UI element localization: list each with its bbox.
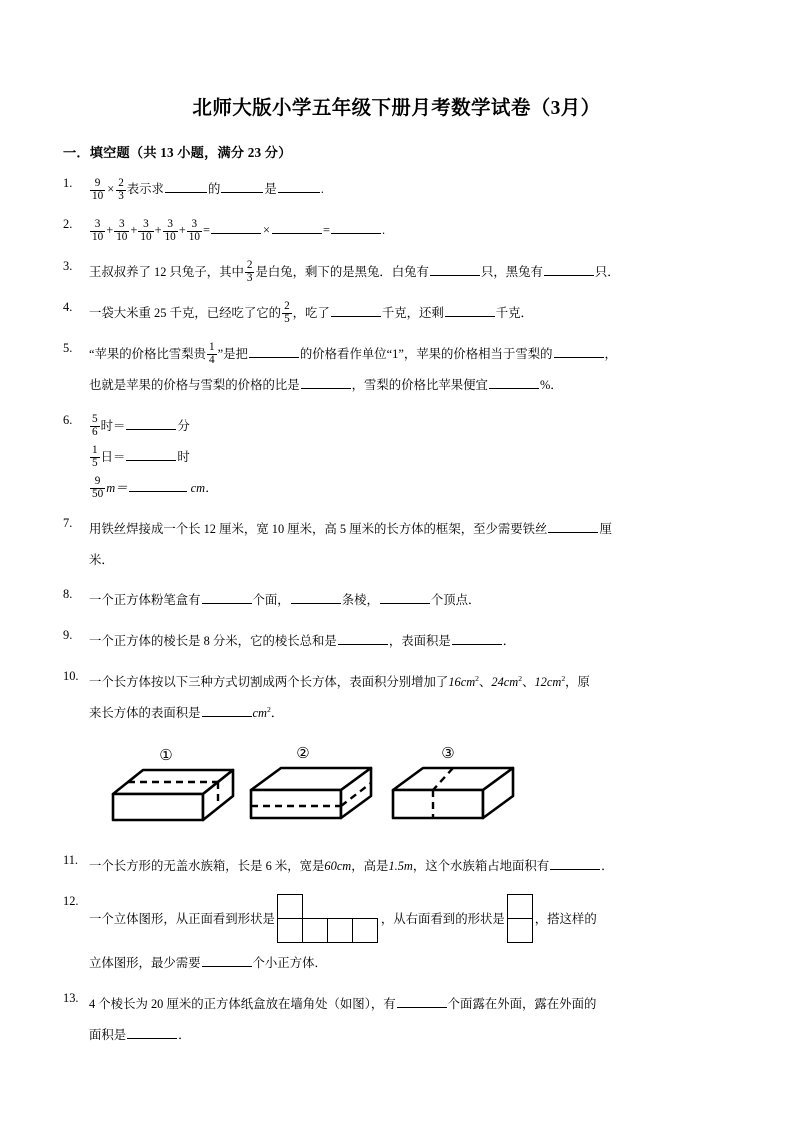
text-segment: ，雪梨的价格比苹果便宜 [351,377,488,392]
text-segment: ，原 [565,675,590,690]
question-4 [0,301,793,326]
answer-blank[interactable] [331,304,381,316]
question-text [89,629,765,654]
question-text-line2 [89,548,765,573]
answer-blank[interactable] [452,633,502,645]
text-segment: “苹果的价格比雪梨贵 [89,346,207,361]
text-segment: 个顶点． [430,593,481,608]
fraction-5-6: $\frac{5}{6}$ [92,413,98,438]
answer-blank[interactable] [221,181,263,193]
question-number: 2. [63,217,73,232]
text-segment: 一袋大米重 25 千克，已经吃了它的 [89,305,282,320]
text-segment: 表示求 [126,182,164,197]
cuboid-figure-group [103,736,765,838]
text-segment: 4 个棱长为 20 厘米的正方体纸盒放在墙角处（如图），有 [89,996,396,1011]
answer-blank[interactable] [202,704,252,716]
fraction-3-10: $\frac{3}{10}$ [188,218,200,243]
grid-cell [352,918,378,943]
multiply-sign: × [262,223,270,238]
text-segment: 王叔叔养了 12 只兔子，其中 [89,264,244,279]
text-segment: 个面露在外面，露在外面的 [447,996,597,1011]
answer-blank[interactable] [202,955,252,967]
question-text-line2 [89,445,765,470]
answer-blank[interactable] [380,592,430,604]
cuboid-diagrams-svg [103,736,603,836]
question-2 [0,218,793,243]
text-segment: 一个立体图形，从正面看到形状是 [89,911,275,926]
plus-sign: + [154,223,162,238]
superscript: 2 [561,673,566,683]
fraction-3-10: $\frac{3}{10}$ [164,218,176,243]
text-segment: 个小正方体． [252,955,327,970]
answer-blank[interactable] [430,263,480,275]
cuboid-label-2: ② [296,745,310,762]
value-12cm2: 12cm [534,675,562,690]
fraction-2-3: $\frac{2}{3}$ [246,259,253,284]
fraction-2-3: $\frac{2}{3}$ [118,177,124,202]
text-segment: ． [178,1027,191,1042]
answer-blank[interactable] [278,181,320,193]
answer-blank[interactable] [272,222,322,234]
text-segment: ，这个水族箱占地面积有 [412,859,550,874]
question-3 [0,260,793,285]
fraction-9-50: $\frac{9}{50}$ [92,475,104,500]
fraction-3-10: $\frac{3}{10}$ [140,218,152,243]
answer-blank[interactable] [129,479,187,491]
text-segment: 的价格看作单位“1”，苹果的价格相当于雪梨的 [299,346,553,361]
answer-blank[interactable] [202,592,252,604]
cuboid-label-1: ① [159,747,173,764]
answer-blank[interactable] [544,263,594,275]
cuboid-2 [251,768,371,818]
section-heading: 一．填空题（共 13 小题，满分 23 分） [63,145,292,161]
question-13 [0,992,793,1048]
answer-blank[interactable] [301,376,351,388]
answer-blank[interactable] [548,520,598,532]
question-5 [0,342,793,398]
text-segment: 条棱， [341,593,379,608]
text-segment: ，高是 [351,859,389,874]
text-segment: ，表面积是 [388,634,451,649]
answer-blank[interactable] [165,181,207,193]
text-segment: ． [502,634,516,649]
grid-cell [302,918,328,943]
text-segment: 厘 [599,521,612,536]
question-text [89,854,765,879]
answer-blank[interactable] [489,376,539,388]
text-segment: 只． [594,264,620,279]
question-6 [0,414,793,501]
text-segment: 用铁丝焊接成一个长 12 厘米，宽 10 厘米，高 5 厘米的长方体的框架，至少需要铁丝 [89,521,548,536]
question-number: 5. [63,340,73,355]
text-segment: ，从右面看到的形状是 [380,911,505,926]
grid-cell [277,918,303,943]
question-number: 1. [63,176,73,191]
superscript: 2 [475,673,480,683]
text-segment: 一个长方体按以下三种方式切割成两个长方体，表面积分别增加了 [89,675,449,690]
superscript: 2 [518,673,523,683]
question-11 [0,854,793,879]
cuboid-label-3: ③ [441,745,455,762]
text-segment: %． [539,377,563,392]
separator: 、 [479,675,492,690]
multiply-sign: × [107,182,115,197]
question-text [89,670,765,695]
text-segment: 分 [177,418,190,433]
answer-blank[interactable] [291,592,341,604]
text-segment: cm． [190,480,218,495]
text-segment: 面积是 [89,1027,127,1042]
plus-sign: + [178,223,186,238]
text-segment: . [381,223,386,238]
text-segment: 来长方体的表面积是 [89,705,201,720]
text-segment: 千克，还剩 [381,305,444,320]
text-segment: 日＝ [100,449,126,464]
fraction-3-10: $\frac{3}{10}$ [116,218,128,243]
text-segment: 米． [89,552,114,567]
fraction-1-5: $\frac{1}{5}$ [92,444,98,469]
fraction-3-10: $\frac{3}{10}$ [92,218,104,243]
question-7 [0,517,793,573]
answer-blank[interactable] [397,995,447,1007]
text-segment: 立体图形，最少需要 [89,955,201,970]
question-text [89,218,765,243]
grid-cell [327,918,353,943]
value-1-5m: 1.5m [388,859,413,874]
question-number: 4. [63,299,73,314]
text-segment: ”是把 [217,346,248,361]
answer-blank[interactable] [211,222,261,234]
question-text-line2 [89,951,765,976]
text-segment: m＝ [106,480,128,495]
answer-blank[interactable] [249,345,299,357]
question-text [89,342,765,367]
value-60cm: 60cm [324,859,352,874]
text-segment: 只，黑兔有 [480,264,543,279]
answer-blank[interactable] [554,345,604,357]
answer-blank[interactable] [127,1026,177,1038]
question-number: 13. [63,990,79,1005]
answer-blank[interactable] [331,222,381,234]
question-text-line2 [89,1023,765,1048]
grid-cell [277,894,303,919]
question-number: 9. [63,628,73,643]
text-segment: 一个长方形的无盖水族箱，长是 6 米，宽是 [89,859,325,874]
equals-sign: = [322,223,330,238]
fraction-1-4: $\frac{1}{4}$ [209,341,215,366]
question-number: 12. [63,893,79,908]
text-segment: ． [270,705,284,720]
unit-label: cm [252,705,267,720]
text-segment: 千克． [495,305,533,320]
text-segment: ． [601,859,614,874]
question-text [89,517,765,542]
question-8 [0,588,793,613]
question-text [89,588,765,613]
answer-blank[interactable] [126,448,176,460]
front-view-shape [277,894,379,944]
question-number: 11. [63,853,79,868]
fraction-9-10: $\frac{9}{10}$ [92,177,104,202]
text-segment: ， [604,346,617,361]
question-text [89,414,765,439]
text-segment: . [320,182,324,197]
page-title: 北师大版小学五年级下册月考数学试卷（3月） [192,98,601,119]
separator: 、 [522,675,535,690]
equals-sign: = [202,223,210,238]
superscript: 2 [266,704,271,714]
question-text-line3 [89,476,765,501]
question-1 [0,177,793,202]
text-segment: 个面， [252,593,290,608]
question-text [89,260,765,285]
cuboid-1 [113,770,233,820]
text-segment: 一个正方体粉笔盒有 [89,593,201,608]
question-10 [0,670,793,838]
question-number: 8. [63,587,73,602]
question-9 [0,629,793,654]
text-segment: 时＝ [100,418,126,433]
value-24cm2: 24cm [491,675,519,690]
question-text [89,992,765,1017]
question-number: 6. [63,412,73,427]
question-text-line2 [89,701,765,726]
plus-sign: + [130,223,138,238]
question-text [89,177,765,202]
value-16cm2: 16cm [448,675,476,690]
answer-blank[interactable] [338,633,388,645]
question-text [89,895,765,945]
question-list [0,177,793,1047]
grid-cell [507,918,533,943]
text-segment: 也就是苹果的价格与雪梨的价格的比是 [89,377,300,392]
question-12 [0,895,793,976]
question-text-line2 [89,373,765,398]
grid-cell [507,894,533,919]
question-number: 3. [63,258,73,273]
question-text [89,301,765,326]
text-segment: 时 [177,449,190,464]
text-segment: 一个正方体的棱长是 8 分米，它的棱长总和是 [89,634,337,649]
answer-blank[interactable] [126,417,176,429]
question-number: 7. [63,515,73,530]
plus-sign: + [106,223,114,238]
text-segment: 是 [264,182,277,197]
fraction-2-5: $\frac{2}{5}$ [284,300,290,325]
answer-blank[interactable] [550,858,600,870]
text-segment: 的 [207,182,221,197]
text-segment: 是白兔，剩下的是黑兔．白兔有 [255,264,429,279]
question-number: 10. [63,669,79,684]
answer-blank[interactable] [445,304,495,316]
right-view-shape [507,894,533,944]
cuboid-3 [393,768,513,818]
text-segment: ，吃了 [292,305,330,320]
text-segment: ，搭这样的 [534,911,597,926]
